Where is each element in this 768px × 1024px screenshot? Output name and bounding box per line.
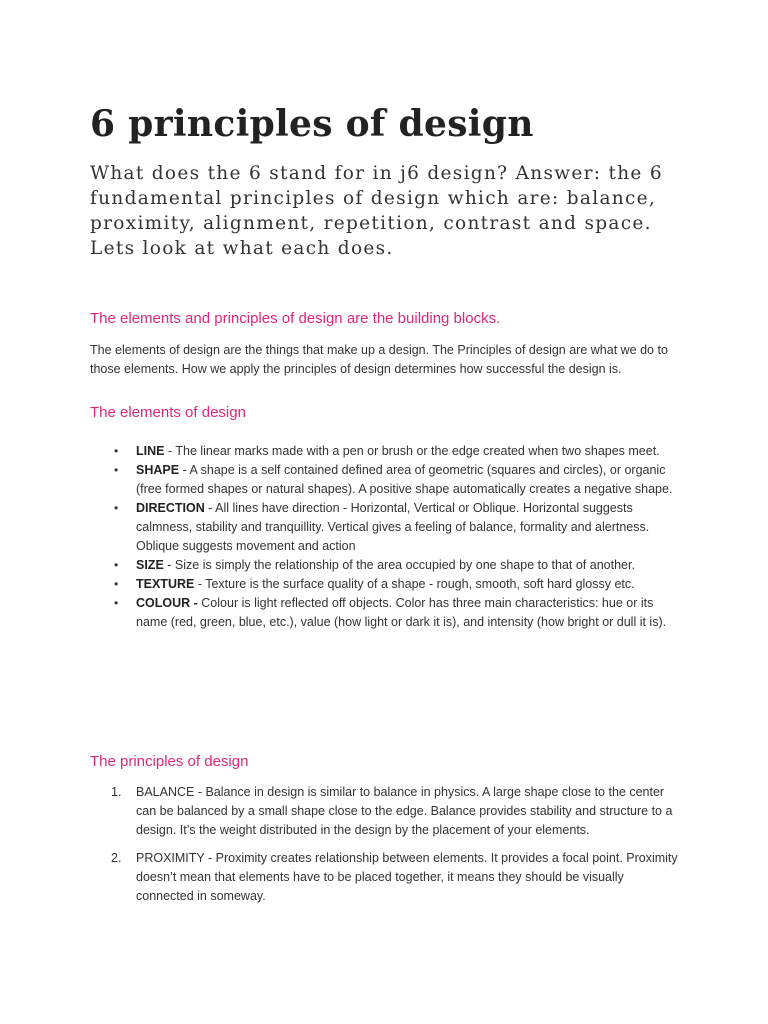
page-title: 6 principles of design bbox=[90, 103, 534, 145]
element-description: Colour is light reflected off objects. Color has three main characteristics: hue or its name (red, green, blue, etc.), value (how light or dark it is), and intensity (how bright or dull it is). bbox=[136, 596, 667, 629]
element-term: LINE bbox=[136, 444, 165, 458]
bullet-icon: • bbox=[114, 577, 119, 591]
bullet-icon: • bbox=[114, 558, 119, 572]
element-description: - The linear marks made with a pen or brush or the edge created when two shapes meet. bbox=[164, 444, 660, 458]
element-term: DIRECTION bbox=[136, 501, 205, 515]
list-item bbox=[90, 849, 680, 906]
principle-text: BALANCE - Balance in design is similar to balance in physics. A large shape close to the center can be balanced by a small shape close to the edge. Balance provides stability and structure to a design. It’s the weight distributed in the design by the placement of your elements. bbox=[136, 785, 673, 837]
bullet-icon: • bbox=[114, 501, 119, 515]
list-item bbox=[90, 594, 680, 632]
element-description: - Texture is the surface quality of a shape - rough, smooth, soft hard glossy etc. bbox=[194, 577, 635, 591]
list-item bbox=[90, 575, 680, 594]
principle-text: PROXIMITY - Proximity creates relationship between elements. It provides a focal point. Proximity doesn’t mean that elements have to be placed together, it means they should be visually connected in someway. bbox=[136, 851, 678, 903]
list-item bbox=[90, 556, 680, 575]
intro-paragraph: What does the 6 stand for in j6 design? Answer: the 6 fundamental principles of design which are: balance, proximity, alignment, repetition, contrast and space. Lets look at what each does. bbox=[90, 163, 663, 259]
element-term: SIZE bbox=[136, 558, 164, 572]
element-term: TEXTURE bbox=[136, 577, 195, 591]
bullet-icon: • bbox=[114, 444, 119, 458]
bullet-icon: • bbox=[114, 463, 119, 477]
elements-paragraph: The elements of design are the things that make up a design. The Principles of design are what we do to those elements. How we apply the principles of design determines how successful the design is. bbox=[90, 343, 668, 376]
list-item bbox=[90, 783, 680, 840]
heading-building-blocks: The elements and principles of design are the building blocks. bbox=[90, 310, 501, 327]
element-term: COLOUR - bbox=[136, 596, 202, 610]
bullet-icon: • bbox=[114, 596, 119, 610]
elements-list bbox=[90, 442, 680, 632]
element-description: - All lines have direction - Horizontal, Vertical or Oblique. Horizontal suggests calmness, stability and tranquillity. Vertical gives a feeling of balance, formality and alertness. Oblique suggests movement and action bbox=[136, 501, 650, 553]
heading-elements-of-design: The elements of design bbox=[90, 404, 246, 421]
list-number: 2. bbox=[111, 851, 122, 865]
list-item bbox=[90, 461, 680, 499]
list-item bbox=[90, 442, 680, 461]
heading-principles-of-design: The principles of design bbox=[90, 753, 249, 770]
list-number: 1. bbox=[111, 785, 122, 799]
element-term: SHAPE bbox=[136, 463, 180, 477]
list-item bbox=[90, 499, 680, 556]
element-description: - A shape is a self contained defined area of geometric (squares and circles), or organic (free formed shapes or natural shapes). A positive shape automatically creates a negative shape. bbox=[136, 463, 673, 496]
element-description: - Size is simply the relationship of the area occupied by one shape to that of another. bbox=[163, 558, 635, 572]
principles-list bbox=[90, 783, 680, 915]
